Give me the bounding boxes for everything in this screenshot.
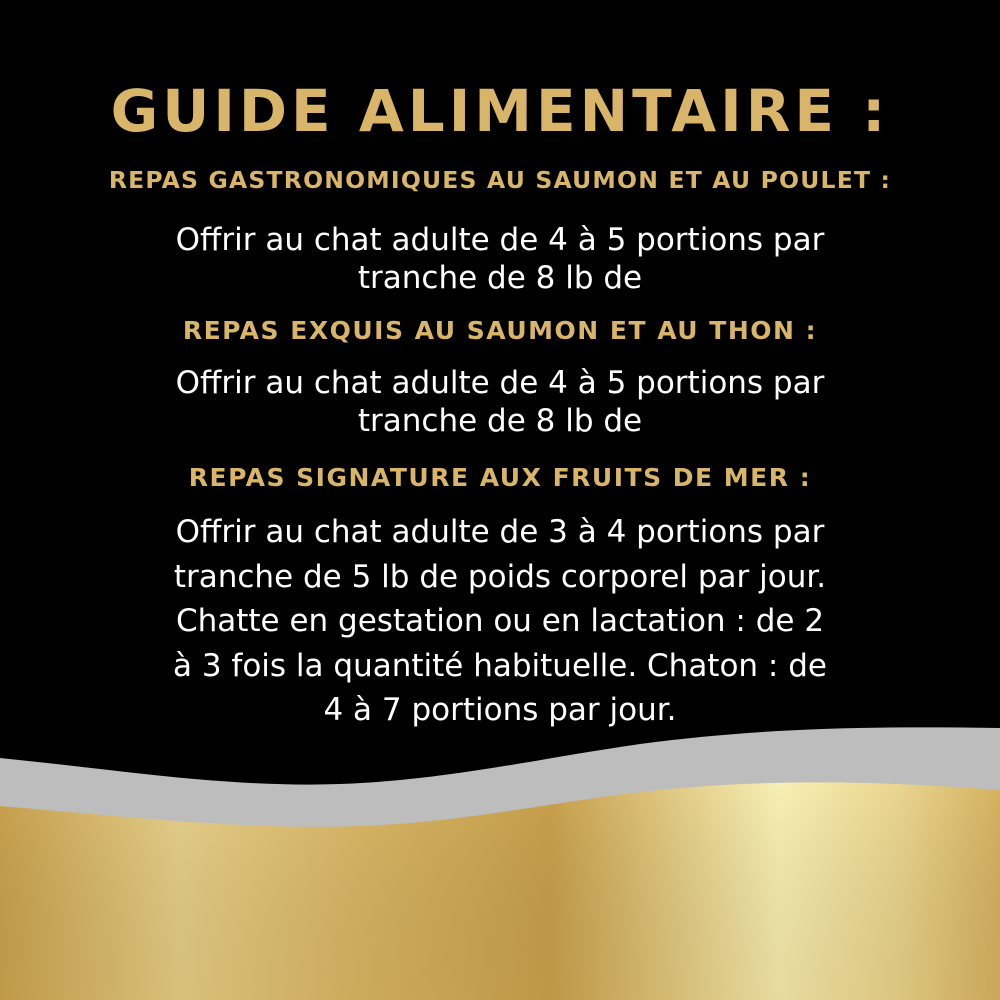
section-heading-salmon-tuna: REPAS EXQUIS AU SAUMON ET AU THON : — [182, 316, 818, 345]
text-line: Offrir au chat adulte de 4 à 5 portions par — [175, 365, 825, 401]
text-line: tranche de 5 lb de poids corporel par jour. — [173, 558, 827, 595]
section-text-salmon-chicken — [0, 221, 1000, 297]
section-text-seafood — [0, 510, 1000, 733]
text-line: tranche de 8 lb de — [357, 260, 643, 296]
text-line: tranche de 8 lb de — [357, 403, 643, 439]
text-line: 4 à 7 portions par jour. — [323, 692, 677, 728]
section-heading-seafood: REPAS SIGNATURE AUX FRUITS DE MER : — [188, 463, 812, 492]
text-line: Chatte en gestation ou en lactation : de 2 — [175, 603, 825, 639]
text-line: Offrir au chat adulte de 4 à 5 portions par — [175, 222, 825, 258]
text-line: Offrir au chat adulte de 3 à 4 portions par — [175, 514, 825, 550]
text-line: à 3 fois la quantité habituelle. Chaton : de — [173, 647, 827, 684]
section-heading-salmon-chicken: REPAS GASTRONOMIQUES AU SAUMON ET AU POULET : — [108, 166, 892, 194]
page-title: GUIDE ALIMENTAIRE : — [110, 77, 890, 145]
section-text-salmon-tuna — [0, 364, 1000, 440]
